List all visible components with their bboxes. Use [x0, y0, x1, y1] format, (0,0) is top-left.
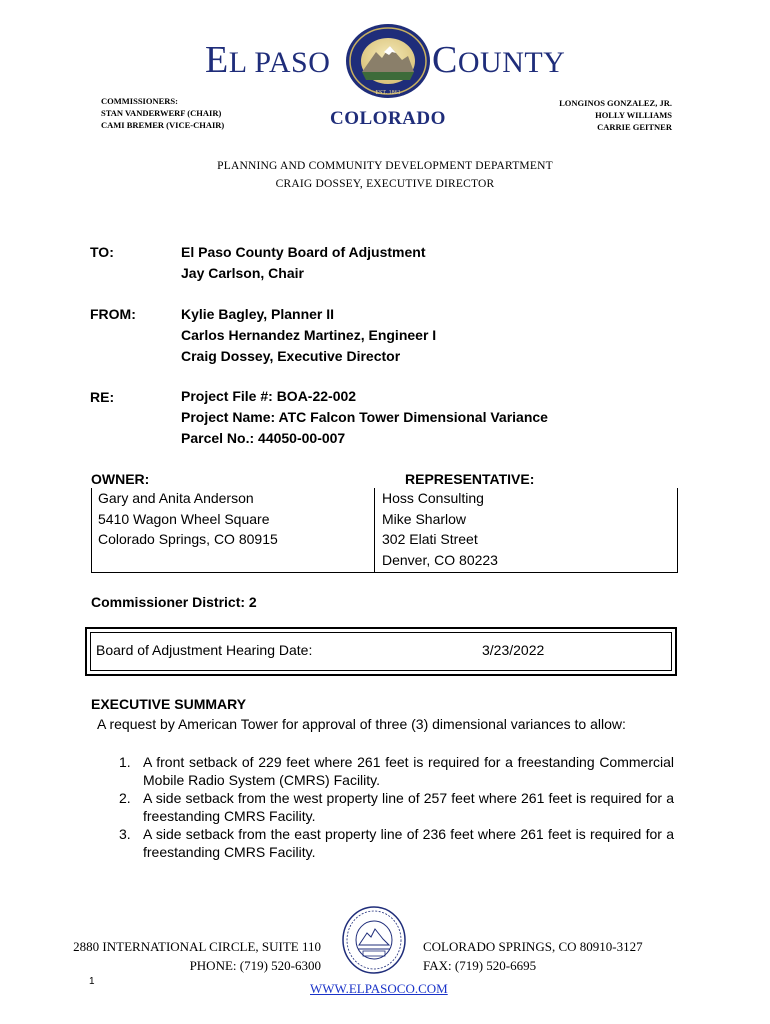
owner-table — [91, 488, 678, 573]
footer-seal-logo — [341, 905, 407, 975]
county-name-right: COUNTY — [432, 39, 566, 81]
commissioner-3: LONGINOS GONZALEZ, JR. — [559, 98, 672, 108]
county-name-left: EL PASO — [205, 39, 331, 81]
department-director: CRAIG DOSSEY, EXECUTIVE DIRECTOR — [275, 178, 495, 190]
re-label: RE: — [90, 389, 115, 405]
commissioners-label: COMMISSIONERS: — [101, 96, 178, 106]
footer-address: 2880 INTERNATIONAL CIRCLE, SUITE 110 PHONE: (719) 520-6300 — [73, 939, 321, 973]
state-name: COLORADO — [330, 108, 446, 129]
from-value: Kylie Bagley, Planner II Carlos Hernandez Martinez, Engineer I Craig Dossey, Executive Director — [181, 306, 437, 364]
svg-text:EST. 1861: EST. 1861 — [375, 90, 401, 96]
list-item: 1. A front setback of 229 feet where 261 feet is required for a freestanding Commercial Mobile Radio System (CMRS) Facility. — [119, 754, 674, 788]
department-heading — [0, 157, 770, 193]
representative-details: Hoss Consulting Mike Sharlow 302 Elati Street Denver, CO 80223 — [382, 490, 498, 568]
county-seal-logo — [344, 22, 432, 100]
commissioners-right — [559, 97, 672, 133]
commissioner-district: Commissioner District: 2 — [91, 594, 257, 610]
hearing-date-label: Board of Adjustment Hearing Date: — [96, 642, 313, 658]
commissioner-5: CARRIE GEITNER — [597, 122, 672, 132]
owner-label: OWNER: — [91, 471, 150, 487]
variance-list — [119, 753, 674, 861]
re-value: Project File #: BOA-22-002 Project Name: ATC Falcon Tower Dimensional Variance Parcel No.: 44050-00-007 — [181, 388, 548, 446]
page-number: 1 — [89, 976, 95, 987]
list-item: 2. A side setback from the west property line of 257 feet where 261 feet is required for a freestanding CMRS Facility. — [119, 790, 674, 824]
to-value: El Paso County Board of Adjustment Jay Carlson, Chair — [181, 244, 426, 281]
commissioner-2: CAMI BREMER (VICE-CHAIR) — [101, 120, 225, 130]
from-label: FROM: — [90, 306, 136, 322]
representative-label: REPRESENTATIVE: — [405, 471, 535, 487]
commissioner-4: HOLLY WILLIAMS — [595, 110, 672, 120]
to-label: TO: — [90, 244, 114, 260]
website-link[interactable]: WWW.ELPASOCO.COM — [310, 981, 448, 996]
commissioners-left — [101, 95, 224, 131]
executive-summary-title: EXECUTIVE SUMMARY — [91, 696, 247, 712]
department-name: PLANNING AND COMMUNITY DEVELOPMENT DEPARTMENT — [217, 160, 553, 172]
list-item: 3. A side setback from the east property line of 236 feet where 261 feet is required for a freestanding CMRS Facility. — [119, 826, 674, 860]
hearing-date-value: 3/23/2022 — [482, 642, 545, 658]
commissioner-1: STAN VANDERWERF (CHAIR) — [101, 108, 222, 118]
owner-details: Gary and Anita Anderson 5410 Wagon Wheel Square Colorado Springs, CO 80915 — [98, 490, 278, 547]
owner-table-divider — [374, 488, 375, 572]
footer-city: COLORADO SPRINGS, CO 80910-3127 FAX: (719) 520-6695 — [423, 939, 643, 973]
hearing-date-box — [85, 627, 677, 676]
executive-summary-intro: A request by American Tower for approval of three (3) dimensional variances to allow: — [97, 716, 626, 732]
